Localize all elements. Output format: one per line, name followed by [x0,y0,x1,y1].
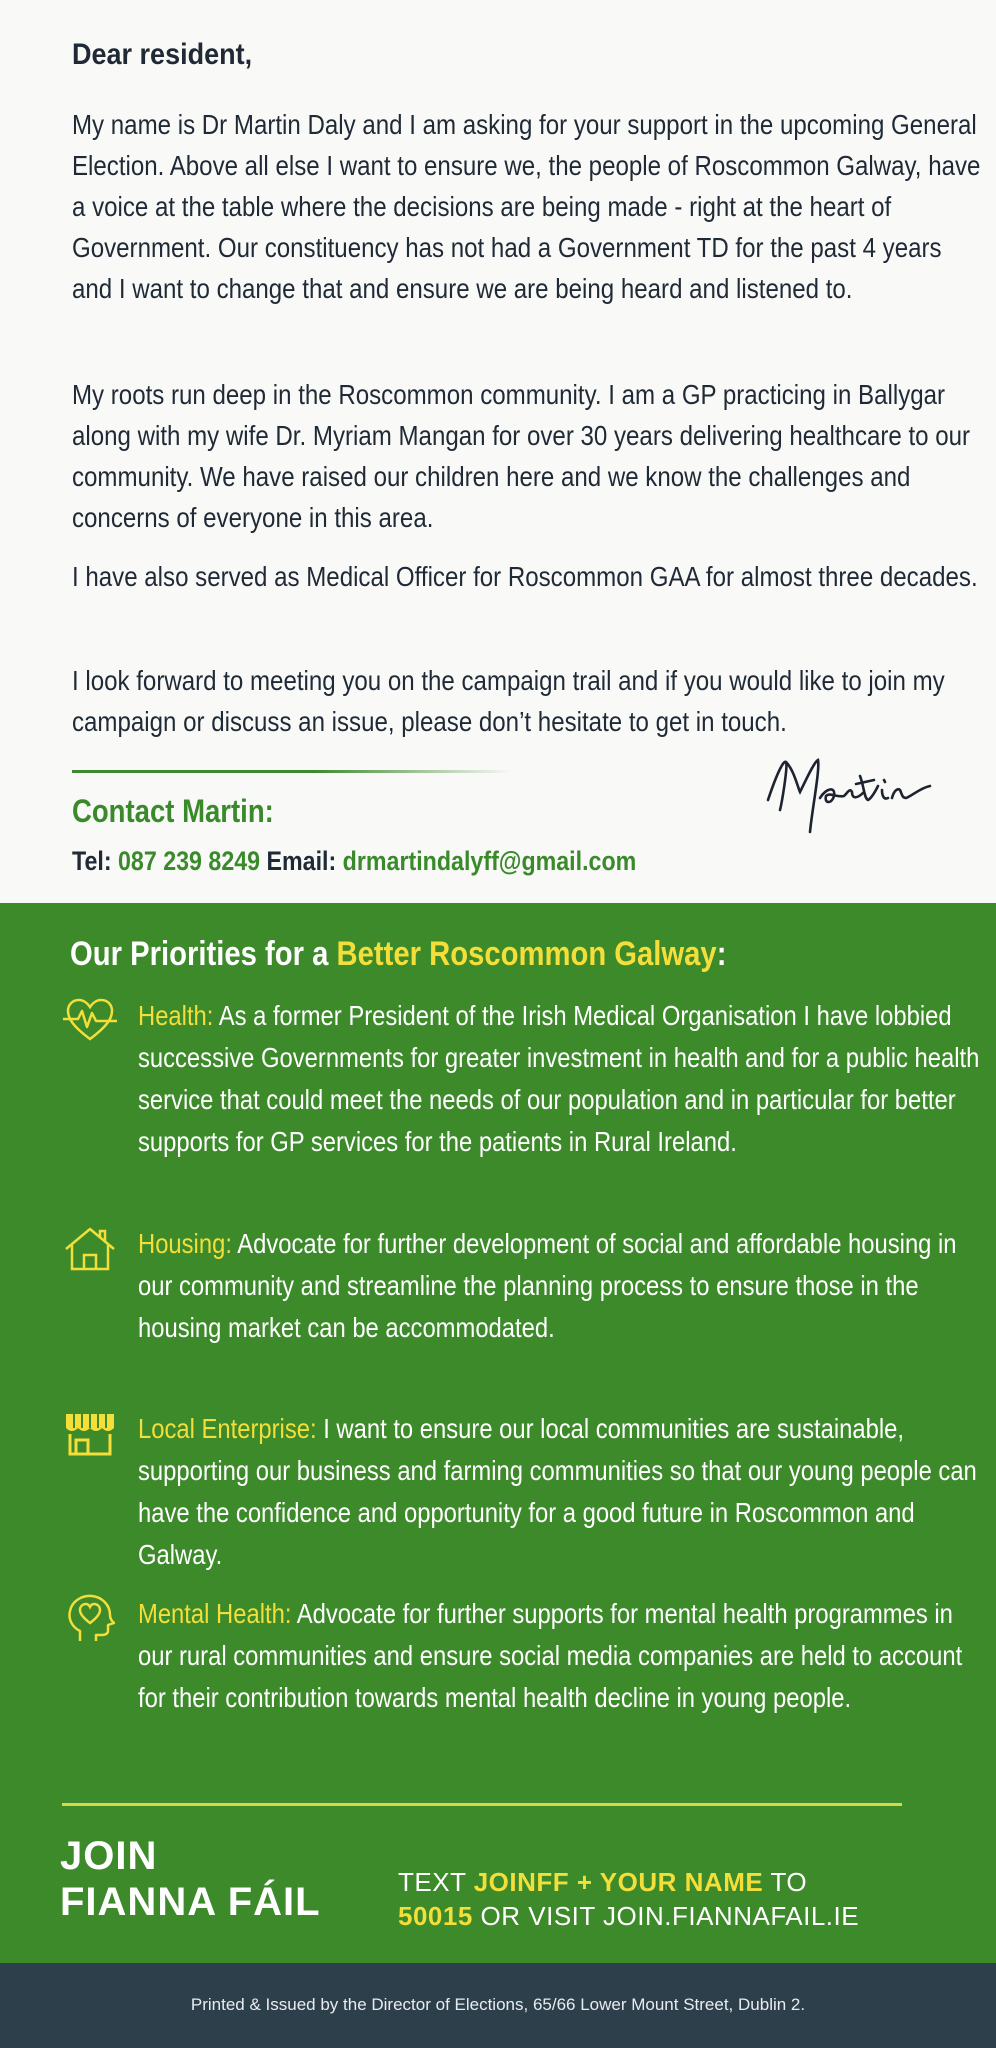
join-line-2: FIANNA FÁIL [60,1880,321,1924]
join-text-c: TO [763,1867,808,1897]
priority-description: Advocate for further supports for mental health programmes in our rural communities and ensure social media companies are held to account for their contribution towards mental health decline in young people. [138,1598,963,1713]
priorities-title [70,935,726,974]
letter-paragraph-4: I look forward to meeting you on the campaign trail and if you would like to join my campaign or discuss an issue, please don’t hesitate to get in touch. [72,665,945,737]
priority-mental-health-text [138,1593,988,1719]
contact-title: Contact Martin: [72,793,274,829]
signature [760,740,950,840]
letter-paragraph-3: I have also served as Medical Officer for Roscommon GAA for almost three decades. [72,561,978,592]
contact-details [72,846,636,877]
email-link[interactable]: drmartindalyff@gmail.com [342,846,637,876]
priorities-title-highlight: Better Roscommon Galway [336,935,717,973]
heartbeat-icon [62,995,118,1047]
join-line-1: JOIN [60,1834,158,1878]
priorities-title-prefix: Our Priorities for a [70,935,329,973]
priority-label: Health: [138,1000,214,1031]
join-website[interactable]: OR VISIT JOIN.FIANNAFAIL.IE [472,1901,860,1931]
join-text-a: TEXT [398,1867,474,1897]
priority-enterprise-text [138,1408,988,1576]
join-heading [60,1833,321,1925]
priorities-section [0,903,996,1963]
email-label: Email: [266,846,337,876]
priority-label: Mental Health: [138,1598,292,1629]
phone-link[interactable]: 087 239 8249 [118,846,261,876]
priority-health-text [138,995,988,1163]
join-shortcode: 50015 [398,1901,473,1931]
priority-label: Local Enterprise: [138,1413,317,1444]
divider [72,770,512,773]
priority-description: Advocate for further development of social and affordable housing in our community and streamline the planning process to ensure those in the housing market can be accommodated. [138,1228,957,1343]
priority-housing-text [138,1223,988,1349]
footer [0,1963,996,2048]
priority-label: Housing: [138,1228,232,1259]
house-icon [62,1223,118,1275]
greeting: Dear resident, [72,38,253,71]
letter-paragraph-2: My roots run deep in the Roscommon community. I am a GP practicing in Ballygar along with my wife Dr. Myriam Mangan for over 30 years delivering healthcare to our community. We have raised our children here and we know the challenges and concerns of everyone in this area. [72,379,971,533]
priority-description: As a former President of the Irish Medical Organisation I have lobbied successive Governments for greater investment in health and for a public health service that could meet the needs of our population and in particular for better supports for GP services for the patients in Rural Ireland. [138,1000,980,1157]
priority-description: I want to ensure our local communities are sustainable, supporting our business and farming communities so that our young people can have the confidence and opportunity for a good future in Roscommon and Galway. [138,1413,977,1570]
heart-head-icon [62,1593,118,1645]
priorities-title-suffix: : [716,935,727,973]
divider [62,1803,902,1806]
imprint-text: Printed & Issued by the Director of Elections, 65/66 Lower Mount Street, Dublin 2. [190,1995,806,2014]
letter-section [0,0,996,903]
shopfront-icon [62,1408,118,1460]
tel-label: Tel: [72,846,112,876]
join-instructions [398,1865,859,1933]
letter-paragraph-1: My name is Dr Martin Daly and I am asking for your support in the upcoming General Election. Above all else I want to ensure we, the people of Roscommon Galway, have a voice at the table where the decisions are being made - right at the heart of Government. Our constituency has not had a Government TD for the past 4 years and I want to change that and ensure we are being heard and listened to. [72,109,981,304]
join-keyword: JOINFF + YOUR NAME [473,1867,764,1897]
